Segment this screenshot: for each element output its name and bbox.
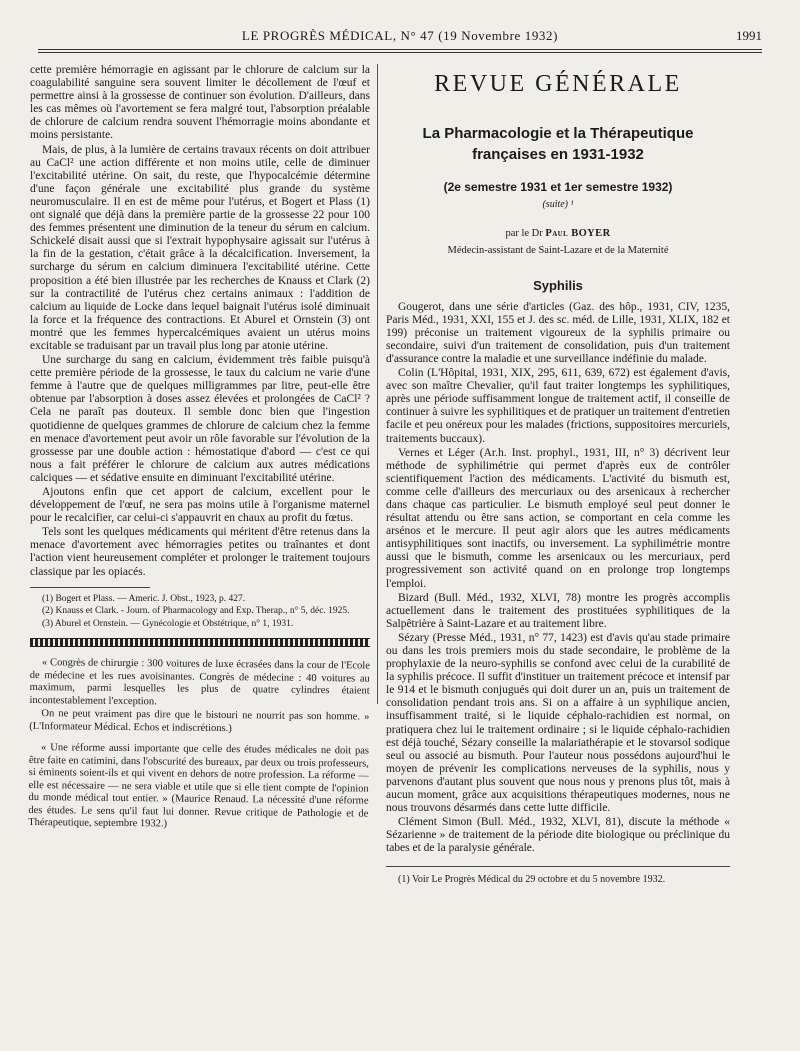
left-paragraph: Tels sont les quelques médicaments qui méritent d'être retenus dans la menace d'avortement avec hémorragies petites ou traînantes et dont l'action vient heureusement compléter et prolonger le traitement toujours classique par les opiacés. <box>30 526 370 578</box>
right-paragraph: Colin (L'Hôpital, 1931, XIX, 295, 611, 639, 672) est également d'avis, avec son maître Chevalier, qu'il faut traiter longtemps les syphilitiques, après une période suffisamment longue de traitement actif, il conseille de continuer à suivre les syphilitiques et de pratiquer un traitement d'entretien facile et peu onéreux pour les malades (frictions, suppositoires mercuriels, traitements buccaux). <box>386 367 730 445</box>
miscellany-quote: « Une réforme aussi importante que celle des études médicales ne doit pas être faite en catimini, dans l'obscurité des bureaux, par deux ou trois professeurs, si éminents soient-ils et qui vivent en dehors de notre profession. La réforme — elle est nécessaire — ne sera viable et utile que si elle tient compte de l'opinion du monde médical tout entier. » (Maurice Renaud. La nécessité d'une réforme des études. Le sens qu'il faut lui donner. Revue critique de Pathologie et de Thérapeutique, septembre 1932.) <box>28 742 370 830</box>
right-column <box>386 64 730 887</box>
byline <box>386 227 730 240</box>
author-name: Paul BOYER <box>545 228 611 240</box>
left-paragraph: Ajoutons enfin que cet apport de calcium, excellent pour le développement de l'œuf, ne sera pas moins utile à l'organisme maternel pour le recalcifier, car celui-ci s'appauvrit en chaux au profit du fœtus. <box>30 486 370 525</box>
left-paragraph: cette première hémorragie en agissant par le chlorure de calcium sur la coagulabilité sanguine sera souvent limiter le décollement de l'œuf et permettre ainsi à la grossesse de continuer son évolution. D'ailleurs, dans les cas mêmes où l'avortement se fera malgré tout, l'absorption préalable de chlorure de calcium rendra souvent l'hémorragie moins abondante et moins persistante. <box>30 64 370 142</box>
footnote: (2) Knauss et Clark. - Journ. of Pharmacology and Exp. Therap., n° 5, déc. 1925. <box>42 606 350 617</box>
footnote-rule <box>386 866 730 867</box>
right-paragraph: Clément Simon (Bull. Méd., 1932, XLVI, 81), discute la méthode « Sézarienne » de traitement de la période dite biologique ou préclinique du tabes et de la paralysie générale. <box>386 816 730 855</box>
column-divider <box>377 64 378 704</box>
footnote: (1) Bogert et Plass. — Americ. J. Obst., 1923, p. 427. <box>42 593 246 604</box>
page-header <box>38 28 762 46</box>
left-column <box>30 64 370 831</box>
article-title-line: La Pharmacologie et la Thérapeutique <box>422 125 694 143</box>
miscellany-quote: On ne peut vraiment pas dire que le bistouri ne nourrit pas son homme. » (L'Informateur Médical. Echos et indiscrétions.) <box>29 708 370 734</box>
article-title-line: françaises en 1931-1932 <box>472 146 644 164</box>
left-paragraph: Mais, de plus, à la lumière de certains travaux récents on doit attribuer au CaCl² une action différente et non moins utile, celle de diminuer l'excitabilité utérine. On sait, du reste, que l'hypocalcémie détermine d'une façon générale une excitabilité plus grande du système neuromusculaire. Il en est de même pour l'utérus, et Bogert et Plass (1) ont signalé que déjà dans la première partie de la grossesse 22 pour 100 des femmes présentent une diminution de la teneur du sérum en calcium. Schickelé disait aussi que si l'extrait hypophysaire agissait sur l'utérus à la fin de la gestation, c'était grâce à la décalcification. Inversement, la surcharge du sérum en calcium diminuera l'excitabilité utérine. Cette proposition a été bien illustrée par les recherches de Knauss et Clark (2) sur la contractilité de l'utérus chez certains animaux : l'addition de calcium au liquide de Locke dans lequel baignait l'utérus isolé diminuait la force et la fréquence des contractions. Et Aburel et Ornstein (3) ont montré que les femmes hypercalcémiques avaient un utérus moins excitable se traduisant par un travail plus long par atonie utérine. <box>30 143 370 352</box>
footnote: (1) Voir Le Progrès Médical du 29 octobre et du 5 novembre 1932. <box>398 873 666 885</box>
right-paragraph: Vernes et Léger (Ar.h. Inst. prophyl., 1931, III, n° 3) décrivent leur méthode de syphilimétrie qui permet d'après eux de contrôler scientifiquement l'action des médicaments. L'activité du bismuth est, comme celle d'ailleurs des mercuriaux ou des arsenicaux à rechercher dans chaque cas particulier. Le bismuth employé seul peut donner le résultat attendu ou être sans action, se comportant en cela comme les arsénos et le mercure. Il peut agir alors que les autres médicaments antisyphilitiques sont inactifs, ou inversement. La syphilimétrie montre aussi que le bismuth, comme les arsenicaux ou les mercuriaux, perd progressivement son activité quand on en prolonge trop longtemps l'emploi. <box>386 446 730 590</box>
continued-note: (suite) ¹ <box>542 199 574 211</box>
page-number: 1991 <box>736 28 762 43</box>
article-title <box>386 123 730 165</box>
ornamental-divider <box>30 638 370 647</box>
article-subtitle: (2e semestre 1931 et 1er semestre 1932) <box>443 180 673 195</box>
section-heading: REVUE GÉNÉRALE <box>434 71 682 97</box>
miscellany-quote: « Congrès de chirurgie : 300 voitures de luxe écrasées dans la cour de l'Ecole de médecine et les rues avoisinantes. Congrès de médecine : 40 voitures au maximum, parmi lesquelles les plus de quatre cylindres étaient incontestablement l'exception. <box>29 657 370 707</box>
miscellany-block <box>28 657 370 833</box>
right-paragraph: Bizard (Bull. Méd., 1932, XLVI, 78) montre les progrès accomplis actuellement dans le traitement des prostituées syphilitiques de la Salpêtrière à Saint-Lazare et au traitement libre. <box>386 591 730 630</box>
left-paragraph: Une surcharge du sang en calcium, évidemment très faible puisqu'à cette première période de la grossesse, le taux du calcium ne varie d'une femme à l'autre que de quelques milligrammes par litre, peut-elle être obtenue par l'absorption à doses assez élevées et prolongées de CaCl² ? Cela ne paraît pas douteux. Il semble donc bien que l'ingestion quotidienne de quelques grammes de chlorure de calcium chez la femme en menace d'avortement peut avoir un rôle favorable sur l'évolution de la grossesse par une double action : hémostatique d'abord — c'est ce qui nous a fait préférer le chlorure de calcium aux autres médications calciques — et sédative ensuite en diminuant l'excitabilité utérine. <box>30 354 370 484</box>
header-rule <box>38 49 762 50</box>
running-title: LE PROGRÈS MÉDICAL, N° 47 (19 Novembre 1932) <box>241 28 559 43</box>
footnote-rule <box>30 587 150 588</box>
right-paragraph: Sézary (Presse Méd., 1931, n° 77, 1423) est d'avis qu'au stade primaire ou dans les trois premiers mois du stade secondaire, le problème de la prophylaxie de la neuro-syphilis se confond avec celui de la curabilité de la syphilis précoce. Il suffit d'instituer un traitement précoce et intensif par le 914 et le bismuth conjugués qui doit durer un an, puis un traitement de consolidation pendant trois ans. Si on a affaire à un syphilique ancien, insuffisamment traité, si le liquide céphalo-rachidien est normal, on pratiquera chez lui le traitement ordinaire ; si le liquide céphalo-rachidien est déjà touché, Sézary conseille la malariathérapie et le stovarsol sodique seul ou associé au bismuth. Pour l'auteur nous possédons aujourd'hui le moyen de prévenir les complications nerveuses de la syphilis, nous y parvenons d'autant plus souvent que nous nous y prenons plus tôt, mais à aucun moment, grâce aux acquisitions thérapeutiques modernes, nous ne nous trouvons désarmés dans cette lutte difficile. <box>386 631 730 815</box>
footnote: (3) Aburel et Ornstein. — Gynécologie et Obstétrique, n° 1, 1931. <box>42 618 294 629</box>
byline-prefix: par le Dr <box>505 228 543 240</box>
header-rule-secondary <box>38 52 762 53</box>
subsection-title: Syphilis <box>533 278 583 294</box>
right-paragraph: Gougerot, dans une série d'articles (Gaz. des hôp., 1931, CIV, 1235, Paris Méd., 1931, XXI, 155 et J. des sc. méd. de Lille, 1931, XLIX, 182 et 199) préconise un traitement vigoureux de la syphilis primaire ou secondaire, suivi d'un traitement de consolidation, puis d'un traitement d'assurance contre la maladie et une surveillance indéfinie du malade. <box>386 300 730 365</box>
author-affiliation: Médecin-assistant de Saint-Lazare et de la Maternité <box>447 245 669 257</box>
